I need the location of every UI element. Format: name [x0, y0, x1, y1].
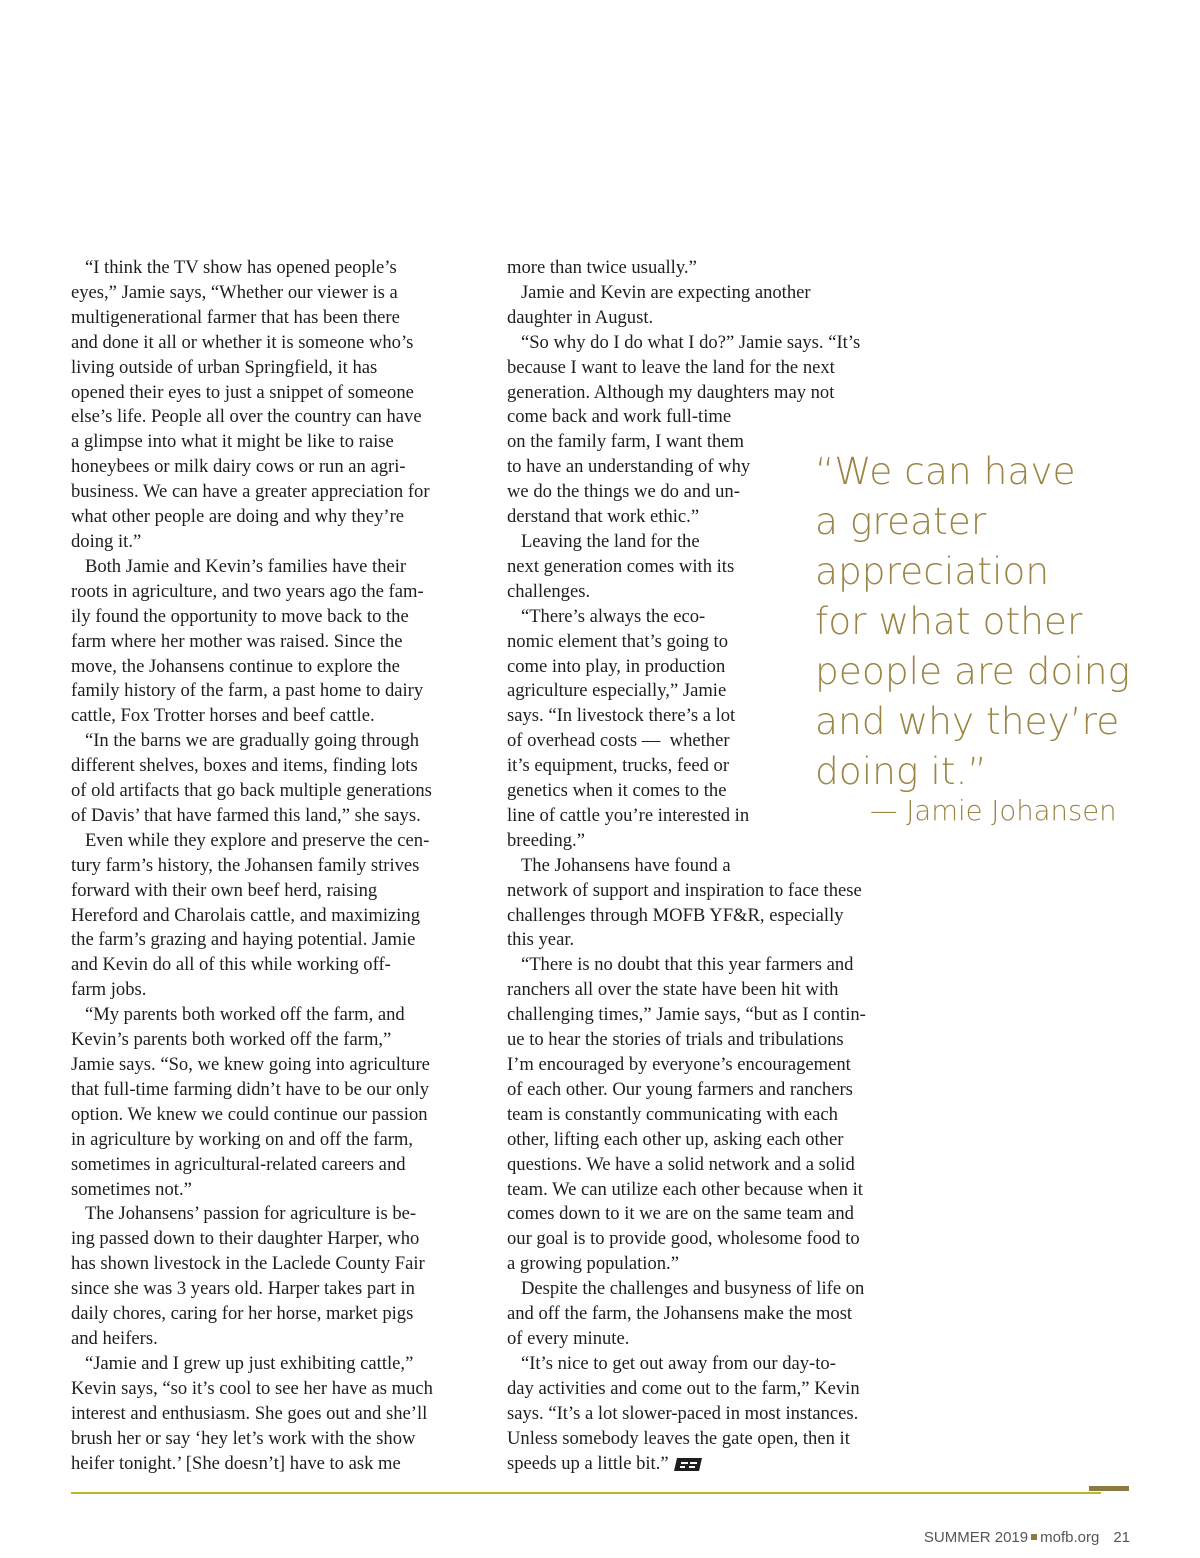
article-line: “There is no doubt that this year farmers and: [507, 954, 854, 976]
pull-quote-line: and why they’re: [815, 699, 1120, 743]
article-line: that full-time farming didn’t have to be our only: [71, 1078, 430, 1100]
article-line: of overhead costs — whether: [507, 730, 730, 752]
article-line: questions. We have a solid network and a solid: [507, 1153, 855, 1175]
article-line: genetics when it comes to the: [507, 780, 727, 802]
pull-quote-line: appreciation: [815, 549, 1050, 593]
article-line: this year.: [507, 929, 575, 951]
article-line: what other people are doing and why they’re: [71, 506, 405, 528]
article-line: cattle, Fox Trotter horses and beef cattle.: [71, 705, 375, 727]
article-line: line of cattle you’re interested in: [507, 804, 750, 826]
article-line: team is constantly communicating with each: [507, 1103, 838, 1125]
article-line: of each other. Our young farmers and ranchers: [507, 1078, 853, 1100]
article-line: farm jobs.: [71, 979, 147, 1001]
article-line: our goal is to provide good, wholesome food to: [507, 1228, 860, 1250]
article-line: next generation comes with its: [507, 555, 735, 577]
article-line: interest and enthusiasm. She goes out and she’ll: [71, 1402, 428, 1424]
article-line: derstand that work ethic.”: [507, 506, 700, 528]
article-line: it’s equipment, trucks, feed or: [507, 755, 730, 777]
pull-quote-line: “We can have: [815, 449, 1076, 493]
article-line: and Kevin do all of this while working off-: [71, 954, 391, 976]
article-line: option. We knew we could continue our passion: [71, 1103, 428, 1125]
article-line: agriculture especially,” Jamie: [507, 680, 727, 702]
article-line: since she was 3 years old. Harper takes part in: [71, 1278, 415, 1300]
article-line: a glimpse into what it might be like to raise: [71, 431, 394, 453]
article-line: to have an understanding of why: [507, 456, 751, 478]
article-line: in agriculture by working on and off the farm,: [71, 1128, 413, 1150]
article-line: “In the barns we are gradually going through: [71, 730, 420, 752]
article-line: eyes,” Jamie says, “Whether our viewer is a: [71, 281, 398, 303]
article-line: honeybees or milk dairy cows or run an agri-: [71, 456, 406, 478]
article-line: has shown livestock in the Laclede County Fair: [71, 1253, 425, 1275]
article-line: sometimes not.”: [71, 1178, 192, 1200]
article-line-text: speeds up a little bit.”: [507, 1452, 669, 1474]
article-line: sometimes in agricultural-related careers and: [71, 1153, 406, 1175]
page-number: 21: [1113, 1529, 1130, 1546]
article-line: breeding.”: [507, 829, 585, 851]
article-line: multigenerational farmer that has been there: [71, 306, 400, 328]
article-line: challenging times,” Jamie says, “but as I contin-: [507, 1004, 866, 1026]
article-line: opened their eyes to just a snippet of someone: [71, 381, 414, 403]
pull-quote-line: doing it.”: [815, 749, 987, 793]
pull-quote-line: people are doing: [815, 649, 1131, 693]
article-line: heifer tonight.’ [She doesn’t] have to ask me: [71, 1452, 401, 1474]
article-line: business. We can have a greater appreciation for: [71, 481, 430, 503]
article-line: else’s life. People all over the country can have: [71, 406, 422, 428]
article-line: and done it all or whether it is someone who’s: [71, 331, 414, 353]
article-line: farm where her mother was raised. Since the: [71, 630, 403, 652]
footer-accent-tab: [1089, 1486, 1129, 1491]
article-line: Unless somebody leaves the gate open, then it: [507, 1427, 850, 1449]
article-line: generation. Although my daughters may not: [507, 381, 835, 403]
article-line: says. “It’s a lot slower-paced in most instances.: [507, 1402, 859, 1424]
article-line: team. We can utilize each other because when it: [507, 1178, 863, 1200]
article-line: Jamie says. “So, we knew going into agriculture: [71, 1054, 430, 1075]
article-line: move, the Johansens continue to explore the: [71, 655, 400, 677]
article-line: “Jamie and I grew up just exhibiting cattle,”: [71, 1352, 414, 1374]
article-line: ing passed down to their daughter Harper, who: [71, 1228, 420, 1250]
article-line: Leaving the land for the: [507, 530, 700, 552]
article-line: we do the things we do and un-: [507, 481, 740, 503]
article-line: roots in agriculture, and two years ago the fam-: [71, 580, 424, 602]
article-line: of every minute.: [507, 1327, 630, 1349]
article-line: ranchers all over the state have been hit with: [507, 979, 839, 1001]
article-line: “So why do I do what I do?” Jamie says. “It’s: [507, 331, 861, 353]
article-line: Despite the challenges and busyness of life on: [507, 1278, 865, 1300]
article-line: Jamie and Kevin are expecting another: [507, 281, 811, 303]
page-footer: [880, 1529, 1130, 1546]
article-line: challenges.: [507, 580, 591, 602]
article-line: and heifers.: [71, 1327, 158, 1349]
article-line: challenges through MOFB YF&R, especially: [507, 904, 844, 926]
article-line: Kevin says, “so it’s cool to see her have as much: [71, 1377, 433, 1399]
pull-quote-attribution: — Jamie Johansen: [870, 795, 1117, 827]
article-line: “My parents both worked off the farm, and: [71, 1004, 405, 1026]
article-line: different shelves, boxes and items, finding lots: [71, 755, 418, 777]
article-line: ily found the opportunity to move back to the: [71, 605, 409, 627]
article-line: forward with their own beef herd, raising: [71, 879, 378, 901]
article-line: The Johansens’ passion for agriculture is be-: [71, 1203, 417, 1225]
article-line: says. “In livestock there’s a lot: [507, 705, 736, 727]
article-line: because I want to leave the land for the next: [507, 356, 835, 378]
article-line: daily chores, caring for her horse, market pigs: [71, 1303, 414, 1325]
article-line: the farm’s grazing and haying potential. Jamie: [71, 929, 416, 951]
article-line: I’m encouraged by everyone’s encouragement: [507, 1054, 851, 1075]
footer-separator-square: [1031, 1534, 1037, 1540]
article-line: “There’s always the eco-: [507, 605, 706, 627]
article-line: living outside of urban Springfield, it has: [71, 356, 378, 378]
article-line: ue to hear the stories of trials and tribulations: [507, 1029, 844, 1051]
article-line: a growing population.”: [507, 1253, 679, 1275]
article-line: Kevin’s parents both worked off the farm,”: [71, 1029, 392, 1051]
article-line: tury farm’s history, the Johansen family strives: [71, 854, 420, 876]
article-line: day activities and come out to the farm,” Kevin: [507, 1377, 860, 1399]
article-line: Both Jamie and Kevin’s families have their: [71, 555, 407, 577]
pull-quote: [815, 446, 1175, 796]
article-line: daughter in August.: [507, 306, 654, 328]
pull-quote-line: for what other: [815, 599, 1083, 643]
article-line: “I think the TV show has opened people’s: [71, 257, 397, 278]
article-line: other, lifting each other up, asking each other: [507, 1128, 844, 1150]
article-line: Hereford and Charolais cattle, and maximizing: [71, 904, 421, 926]
article-column-left: [71, 256, 489, 1476]
article-line: and off the farm, the Johansens make the most: [507, 1303, 853, 1325]
article-line: The Johansens have found a: [507, 854, 731, 876]
article-line: come into play, in production: [507, 655, 726, 677]
article-line: network of support and inspiration to face these: [507, 879, 862, 901]
footer-site: mofb.org: [1040, 1529, 1100, 1546]
article-line: “It’s nice to get out away from our day-to-: [507, 1352, 836, 1374]
article-last-line: [507, 1452, 925, 1477]
article-line: doing it.”: [71, 530, 142, 552]
footer-rule: [71, 1492, 1101, 1494]
fb-end-mark-icon: [673, 1457, 703, 1472]
article-line: on the family farm, I want them: [507, 431, 744, 453]
article-column-right: [507, 256, 925, 1476]
footer-issue: SUMMER 2019: [923, 1529, 1029, 1546]
pull-quote-line: a greater: [815, 499, 987, 543]
article-line: more than twice usually.”: [507, 257, 697, 278]
article-line: nomic element that’s going to: [507, 630, 729, 652]
article-line: come back and work full-time: [507, 406, 732, 428]
article-line: family history of the farm, a past home to dairy: [71, 680, 424, 702]
article-line: Even while they explore and preserve the cen-: [71, 829, 430, 851]
article-line: brush her or say ‘hey let’s work with the show: [71, 1427, 416, 1449]
article-line: of Davis’ that have farmed this land,” she says.: [71, 804, 421, 826]
article-line: of old artifacts that go back multiple generations: [71, 780, 432, 802]
article-line: comes down to it we are on the same team and: [507, 1203, 854, 1225]
